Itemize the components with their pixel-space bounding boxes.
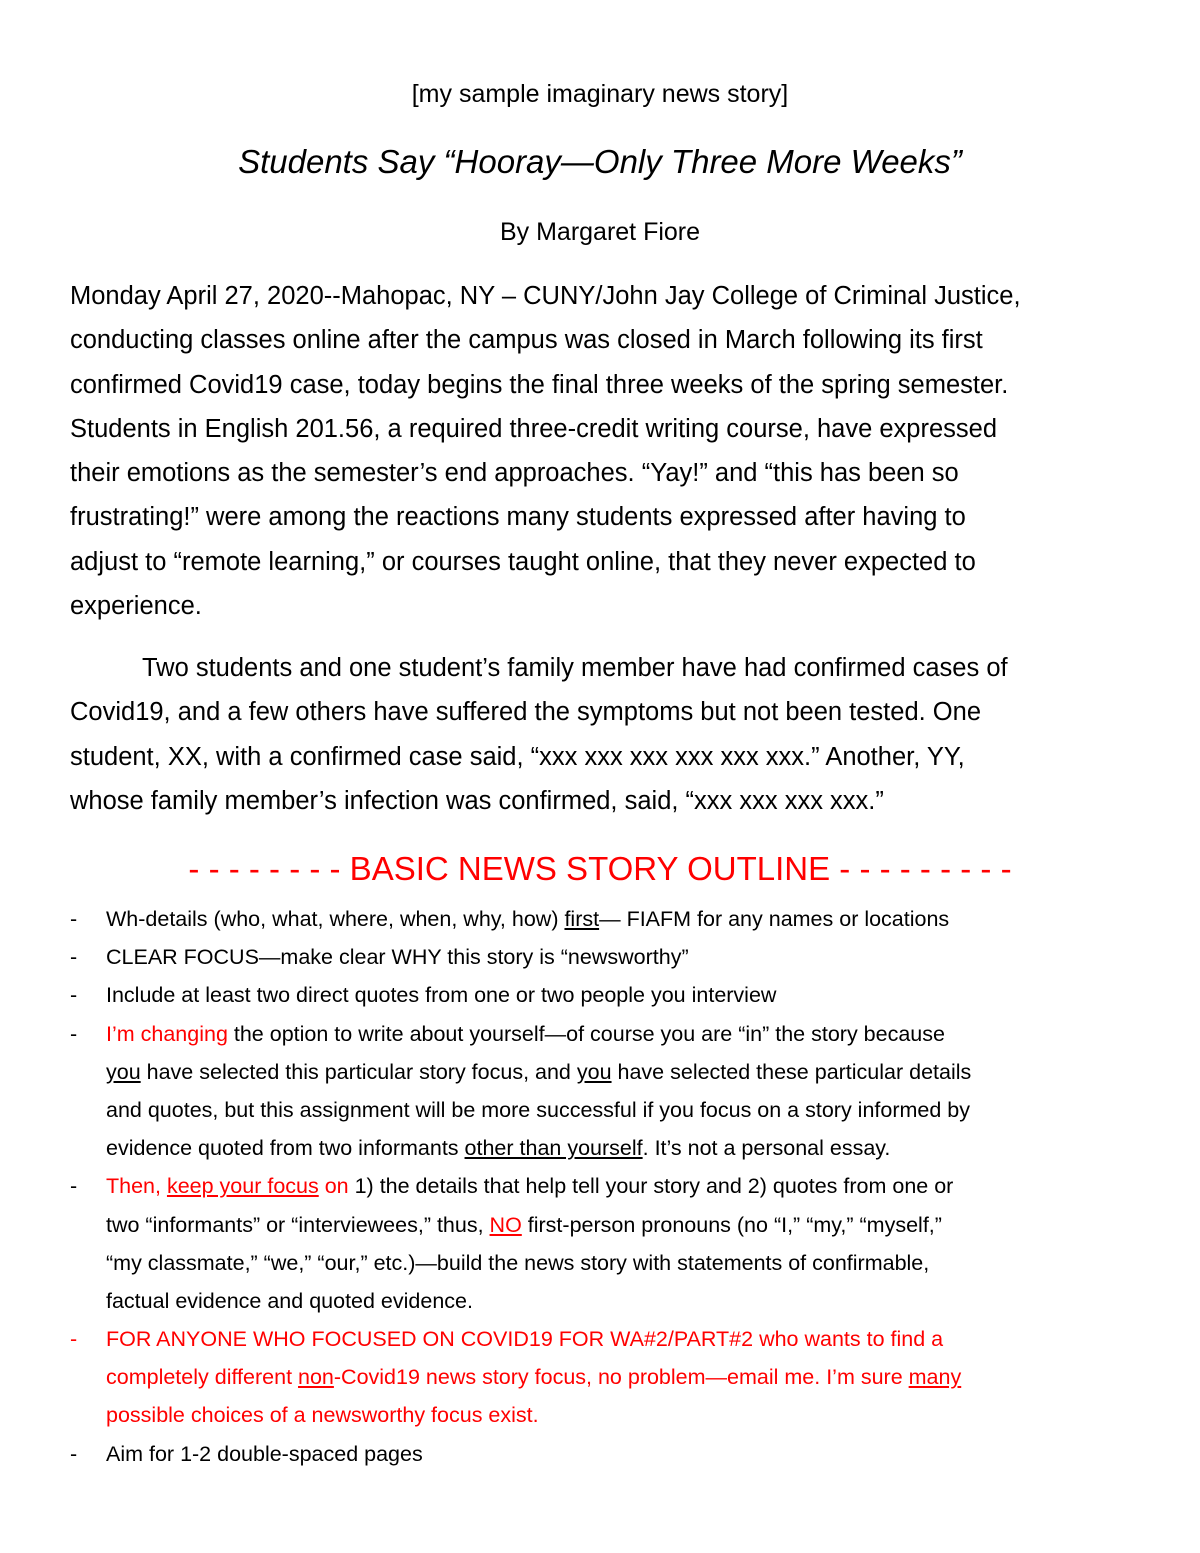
paragraph-line: conducting classes online after the campus was closed in March following its first (70, 326, 983, 355)
paragraph-line: frustrating!” were among the reactions many students expressed after having to (70, 503, 966, 532)
outline-item-row: Include at least two direct quotes from one or two people you interview (106, 983, 777, 1008)
list-dash: - (70, 983, 78, 1008)
paragraph-line: adjust to “remote learning,” or courses taught online, that they never expected to (70, 547, 976, 576)
text-run: have selected these particular details (611, 1059, 972, 1084)
paragraph-line: confirmed Covid19 case, today begins the final three weeks of the spring semester. (70, 370, 1009, 399)
paragraph-line: Two students and one student’s family member have had confirmed cases of (142, 654, 1008, 682)
underlined-text: first (564, 907, 600, 931)
outline-item-row: CLEAR FOCUS—make clear WHY this story is “newsworthy” (106, 945, 689, 970)
paragraph-line: Monday April 27, 2020--Mahopac, NY – CUNY/John Jay College of Criminal Justice, (70, 282, 1021, 310)
text-run: the option to write about yourself—of course you are “in” the story because (227, 1021, 945, 1046)
outline-item-row (106, 1358, 1150, 1396)
outline-item-row: and quotes, but this assignment will be more successful if you focus on a story informed by (106, 1097, 971, 1122)
outline-item-page-length (70, 1435, 1150, 1473)
story-paragraph-2 (70, 646, 1140, 823)
outline-item-row: FOR ANYONE WHO FOCUSED ON COVID19 FOR WA#2/PART#2 who wants to find a (106, 1327, 944, 1352)
outline-item-row (106, 900, 1150, 938)
paragraph-line: student, XX, with a confirmed case said, “xxx xxx xxx xxx xxx xxx.” Another, YY, (70, 742, 965, 771)
story-supertitle: [my sample imaginary news story] (411, 80, 789, 108)
underlined-text: you (576, 1059, 612, 1084)
story-paragraph-1 (70, 274, 1140, 628)
list-dash: - (70, 1021, 78, 1046)
outline-item-changing-option (70, 1015, 1150, 1168)
outline-item-covid-option (70, 1320, 1150, 1435)
text-run: — FIAFM for any names or locations (599, 907, 950, 931)
paragraph-line: experience. (70, 592, 202, 621)
list-dash: - (70, 1441, 78, 1466)
story-byline: By Margaret Fiore (499, 218, 701, 246)
list-dash: - (70, 945, 78, 970)
text-run: . It’s not a personal essay. (642, 1136, 891, 1161)
red-underlined-text: NO (489, 1212, 522, 1237)
text-run: evidence quoted from two informants (106, 1136, 465, 1161)
outline-heading: - - - - - - - - BASIC NEWS STORY OUTLINE - - - - - - - - - (188, 850, 1012, 887)
outline-item-row: Aim for 1-2 double-spaced pages (106, 1441, 423, 1466)
outline-item-row (106, 1053, 1150, 1091)
paragraph-line: Students in English 201.56, a required three-credit writing course, have expressed (70, 414, 998, 443)
red-text: I’m changing (106, 1021, 228, 1046)
paragraph-line: whose family member’s infection was confirmed, said, “xxx xxx xxx xxx.” (70, 786, 884, 815)
paragraph-line: Covid19, and a few others have suffered the symptoms but not been tested. One (70, 698, 982, 727)
outline-item-row (106, 1129, 1150, 1167)
story-headline: Students Say “Hooray—Only Three More Weeks” (238, 143, 962, 180)
red-underlined-text: many (908, 1365, 962, 1390)
red-text: completely different (106, 1365, 299, 1390)
text-run: have selected this particular story focus, and (140, 1059, 577, 1084)
red-underlined-text: keep your focus (166, 1174, 319, 1199)
outline-item-row (106, 1167, 1150, 1205)
outline-item-row (106, 1015, 1150, 1053)
list-dash: - (70, 907, 78, 931)
red-text: -Covid19 news story focus, no problem—email me. I’m sure (333, 1365, 909, 1390)
text-run: Wh-details (who, what, where, when, why, how) (106, 907, 565, 931)
red-underlined-text: non (298, 1365, 334, 1390)
list-dash: - (70, 1174, 78, 1199)
text-run: first-person pronouns (no “I,” “my,” “myself,” (521, 1212, 942, 1237)
outline-item-row: “my classmate,” “we,” “our,” etc.)—build the news story with statements of confirmable, (106, 1250, 930, 1275)
red-text: Then, (106, 1174, 167, 1199)
outline-item-row: possible choices of a newsworthy focus exist. (106, 1403, 539, 1428)
outline-item-row (106, 1206, 1150, 1244)
red-text: on (318, 1174, 349, 1199)
outline-item-row: factual evidence and quoted evidence. (106, 1288, 473, 1313)
underlined-text: you (106, 1059, 141, 1084)
outline-list (70, 900, 1150, 1473)
list-dash: - (70, 1327, 78, 1352)
text-run: two “informants” or “interviewees,” thus, (106, 1212, 490, 1237)
underlined-text: other than yourself (464, 1136, 643, 1161)
outline-item-wh-details (70, 900, 1150, 938)
outline-item-clear-focus (70, 938, 1150, 976)
outline-item-quotes (70, 976, 1150, 1014)
text-run: 1) the details that help tell your story and 2) quotes from one or (348, 1174, 954, 1199)
paragraph-line: their emotions as the semester’s end approaches. “Yay!” and “this has been so (70, 459, 959, 488)
outline-item-keep-focus (70, 1167, 1150, 1320)
